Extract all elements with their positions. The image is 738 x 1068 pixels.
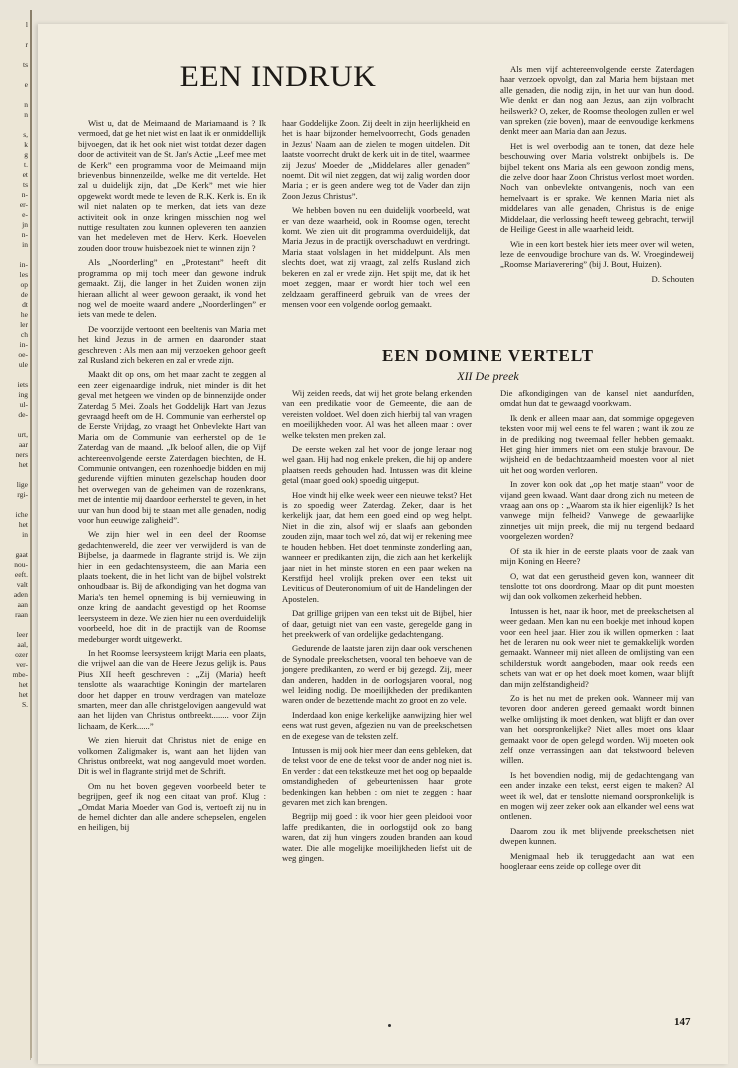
previous-page-fragment: ozer [15,650,28,659]
previous-page-fragment: gaat [15,550,28,559]
paragraph: We zijn hier wel in een deel der Roomse gedachtenwereld, die zeer ver verwijderd is van de Bijbelse, ja daarmede in flagrante strijd is. We zijn hier in een gedachtensysteem, die aan Maria een plaats toekent, die in het licht van de bijbel volstrekt onhoudbaar is. Bij de afkondiging van het dogma van Maria's ten hemel opneming is bij vernieuwing in onze kring de aandacht gevestigd op het Roomse leersysteem in deze. We zien hier nu een overduidelijk voorbeeld, hoe dit in de practijk van de Roomse medeburger wordt uitgewerkt. [78,529,266,644]
previous-page-fragment: n- [21,230,28,239]
article1-title: EEN INDRUK [179,60,377,93]
previous-page-fragment: g [24,150,28,159]
previous-page-edge [0,20,31,1060]
previous-page-fragment: aal, [17,640,28,649]
previous-page-fragment [0,540,30,550]
paragraph: Wie in een kort bestek hier iets meer over wil weten, leze de eenvoudige brochure van ds. W. Vroegindeweij „Roomse Mariaverering” (bij J. Bout, Huizen). [500,238,694,270]
previous-page-fragment [0,370,30,380]
paragraph: De eerste weken zal het voor de jonge leraar nog wel gaan. Hij had nog enkele preken, die hij op andere plaatsen reeds gehouden had. Intussen was dit kleine getal (maar goed ook) spoedig uitgeput. [282,444,472,486]
paragraph: Maakt dit op ons, om het maar zacht te zeggen al een zeer eigenaardige indruk, niet minder is dit het geval met hetgeen we vinden op de binnenzijde onder Zaterdag 5 Mei. Zoals het Goddelijk Hart van Jezus gevraagd heeft om de H. Communie van eerherstel op de Eerste Vrijdag, zo vraagt het Onbevlekte Hart van Maria om de Communie van eerherstel op de 1e Zaterdag van de maand. „Ik beloof allen, die op Vijf achtereenvolgende eerste Zaterdagen biechten, de H. Communie ontvangen, een rozenhoedje bidden en mij gedurende vijftien minuten gezelschap houden door het overwegen van de geheimen van de rozenkrans, met de intentie mij daardoor eerherstel te geven, in het uur van hun dood bij te staan met alle genaden, nodig voor hun eeuwige zaligheid”. [78,369,266,526]
previous-page-fragment: rgi- [17,490,28,499]
paragraph: Begrijp mij goed : ik voor hier geen pleidooi voor laffe predikanten, die in oorlogstijd ook zo bang waren, dat zij hun vingers zouden branden aan koud water. Die alle mogelijke moeilijkheden liefst uit de weg gingen. [282,811,472,864]
previous-page-fragment: e [24,80,28,89]
paragraph: Zo is het nu met de preken ook. Wanneer mij van tevoren door anderen gereed gemaakt wordt binnen welke omlijsting ik moet denken, wat blijft er dan over van het oorspronkelijke? Niet alles moet ons klaar gemaakt voor de open gelegd worden. Wij moeten ook zelf onze verrassingen aan dat tekstwoord beleven willen. [500,692,694,766]
binding-gutter [30,10,32,1058]
previous-page-fragment: t. [24,160,28,169]
article1-column-1 [78,118,266,837]
paragraph: Daarom zou ik met blijvende preekschetsen niet dwepen kunnen. [500,825,694,847]
previous-page-fragment: jn [22,220,28,229]
previous-page-fragment [0,470,30,480]
previous-page-fragment [0,50,30,60]
journal-page [38,24,728,1064]
previous-page-fragment: op [20,280,28,289]
previous-page-fragment: oe- [18,350,28,359]
previous-page-fragment: het [18,460,28,469]
paragraph: Of sta ik hier in de eerste plaats voor de zaak van mijn Koning en Heere? [500,545,694,567]
previous-page-fragment: het [18,680,28,689]
previous-page-fragment: n [24,110,28,119]
previous-page-fragment: dt [22,300,28,309]
article2-column-1 [282,388,472,867]
previous-page-fragment: in [22,530,28,539]
previous-page-fragment: het [18,690,28,699]
article2-title: EEN DOMINE VERTELT [381,346,594,365]
paragraph: Het is wel overbodig aan te tonen, dat deze hele beschouwing over Maria volstrekt onbijbels is. De bijbel tekent ons Maria als een gewoon zondig mens, die zelve door haar Zoon Christus verlost moet worden. Noch van onbevlekte ontvangenis, noch van een hemelvaart is er sprake. We kennen Maria niet als middelares van alle genaden, Christus is de enige Middelaar, die verlossing heeft teweeg gebracht, terwijl de Heilige Geest in alle waarheid leidt. [500,140,694,235]
paragraph: In het Roomse leersysteem krijgt Maria een plaats, die vrijwel aan die van de Heere Jezus gelijk is. Paus Pius XII heeft geschreven : „Zij (Maria) heeft tenslotte als waarachtige Koningin der martelaren door het dapper en trouw verdragen van mateloze smarten, meer dan alle christgelovigen aangevuld wat aan het lijden van Christus ontbreekt........ voor Zijn lichaam, de Kerk......” [78,647,266,731]
article2-column-2 [500,388,694,875]
previous-page-fragment [0,500,30,510]
previous-page-fragment: ver- [16,660,28,669]
previous-page-fragment: valt [16,580,28,589]
paragraph: Wij zeiden reeds, dat wij het grote belang erkenden van een predikatie voor de Gemeente, die aan de vereisten voldoet. Wel doen zich hierbij tal van vragen en moeilijkheden voor. Al was het alleen maar : over welke teksten men preken zal. [282,388,472,440]
paragraph: Die afkondigingen van de kansel niet aandurfden, omdat hun dat te gewaagd voorkwam. [500,388,694,409]
previous-page-fragment: ch [20,330,28,339]
previous-page-fragment: in- [19,340,28,349]
paragraph: De voorzijde vertoont een beeltenis van Maria met het kind Jezus in de armen en daaronder staat geschreven : Als men aan mij verzoeken gehoor geeft zal Rusland zich bekeren en zal er vrede zijn. [78,323,266,365]
previous-page-fragment: lige [16,480,28,489]
paragraph: Ik denk er alleen maar aan, dat sommige opgegeven teksten voor mij wel eens te fel waren ; want ik zou ze in de prediking nog tweemaal feller hebben gemaakt. Het ging hier immers niet om een stukje bravour. De wijsheid en de bedachtzaamheid moesten voor al niet uit het oog worden verloren. [500,412,694,475]
previous-page-fragment: de- [18,410,28,419]
paragraph: Dat grilligе grijpen van een tekst uit de Bijbel, hier of daar, getuigt niet van een vaste, geregelde gang in het preekwerk of van ordelijke gedachtengang. [282,608,472,639]
paragraph: O, wat dat een gerustheid geven kon, wanneer dit tenslotte tot ons doordrong. Maar op dit punt moesten wij dan ook volkomen zekerheid hebben. [500,570,694,602]
previous-page-fragment: nou- [14,560,28,569]
previous-page-fragment: S. [21,700,28,709]
author-signature: D. Schouten [651,273,694,284]
previous-page-fragment: mbe- [12,670,28,679]
previous-page-fragment: les [19,270,28,279]
previous-page-fragment: ler [20,320,28,329]
previous-page-fragment: in [22,240,28,249]
previous-page-fragment: de [20,290,28,299]
paragraph: Hoe vindt hij elke week weer een nieuwe tekst? Het is zo spoedig weer Zaterdag. Zeker, daar is het kerkelijk jaar, dat hem een goed eind op weg helpt. Niet in die zin, alsof wij er slaafs aan gebonden zouden zijn, maar toch wel zó, dat wij er rekening mee te houden hebben. Het doet tenminste zonderling aan, wanneer er predikanten zijn, die zich aan het kerkelijk jaar niet in het minste storen en een paar weken na Kerstfijd heel vrolijk preken over een tekst uit Leviticus of Deuteronomium of uit de Handelingen der Apostelen. [282,489,472,604]
paragraph: Als „Noorderling” en „Protestant” heeft dit programma op mij toch meer dan gewone indruk gemaakt. Zij, die langer in het Zuiden wonen zijn hieraan allicht al weer gewoon geraakt, ik vond het nog wel de moeite waard andere „Noorderlingen” er iets van mede te delen. [78,257,266,320]
previous-page-fragment: urt, [17,430,28,439]
previous-page-fragment: l [25,20,28,29]
article2-subtitle: XII De preek [457,369,519,383]
previous-page-fragment: het [18,520,28,529]
print-speck [388,1024,391,1027]
previous-page-fragment: n- [21,190,28,199]
paragraph: We hebben boven nu een duidelijk voorbeeld, wat er van deze waarheid, ook in Roomse ogen, terecht komt. We zien uit dit programma overduidelijk, dat Maria Jezus in de practijk overschaduwt en verdringt. Maria staat volslagen in het middelpunt. Als men slechts doet, wat zij vraagt, zal zelfs Rusland zich bekeren en zal er vrede zijn. Het spijt me, dat ik het moet zeggen, maar er wordt hier toch wel een zeldzaam geraffineerd gebruik van de vrees der mensen voor een volgende oorlog gemaakt. [282,205,470,309]
paragraph: Gedurende de laatste jaren zijn daar ook verschenen de Synodale preekschetsen, vooral ten behoeve van de jongere predikanten, zo werd er bij gezegd. Zij, meer dan anderen, hadden in de oorlogsjaren vooral, nog wel leiding nodig. De moeilijkheden der predikanten waren onder de bezettende macht zo groot en zo vele. [282,643,472,706]
previous-page-fragment: k [24,140,28,149]
previous-page-fragment: ners [15,450,28,459]
previous-page-fragment: ing [18,390,28,399]
previous-page-fragment: aan [17,600,28,609]
paragraph: In zover kon ook dat „op het matje staan” voor de vijand geen kwaad. Want daar drong zich nu meteen de vraag aan ons op : „Waarom sta ik hier eigenlijk? Is het vanwege mijn felheid? Vanwege de gewaarlijke zinnetjes uit mijn preek, die mij nu tergend bedaard voorgelezen worden? [500,479,694,542]
previous-page-fragment: n [24,100,28,109]
previous-page-fragment: iets [17,380,28,389]
previous-page-fragment: ule [18,360,28,369]
article1-column-3 [500,64,694,284]
previous-page-fragment: et [22,170,28,179]
previous-page-fragment: er- [19,200,28,209]
paragraph: We zien hieruit dat Christus niet de enige en volkomen Zaligmaker is, want aan het lijden van Christus ontbreekt, wat nog aangevuld moet worden. Dit is wel in flagrante strijd met de Schrift. [78,735,266,777]
previous-page-fragment: aar [18,440,28,449]
previous-page-fragment [0,620,30,630]
previous-page-fragment [0,120,30,130]
paragraph: Als men vijf achtereenvolgende eerste Zaterdagen haar verzoek opvolgt, dan zal Maria hem bijstaan met alle genaden, die nodig zijn, in het uur van hun dood. Wie denkt er dan nog aan Jezus, aan zijn volbracht heilswerk? O, zeker, de Roomse theologen zullen er wel van spreken (zie boven), maar de eenvoudige kerkmens denkt meer aan Maria dan aan Jezus. [500,64,694,137]
previous-page-fragment [0,30,30,40]
paragraph: Is het bovendien nodig, mij de gedachtengang van een ander inzake een tekst, eerst eigen te maken? Al weet ik wel, dat er tenslotte niemand oorspronkelijk is en mogen wij zeer zeker ook aan elkander wel eens wat ontlenen. [500,769,694,822]
previous-page-fragment: ts [22,60,28,69]
article1-column-2 [282,118,470,313]
previous-page-fragment [0,70,30,80]
previous-page-fragment: eeft. [14,570,28,579]
paragraph: Menigmaal heb ik teruggedacht aan wat een hoogleraar eens zeide op college over dit [500,850,694,872]
previous-page-fragment: e- [22,210,28,219]
previous-page-fragment: aden [13,590,28,599]
previous-page-fragment: r [25,40,28,49]
paragraph: Intussen is mij ook hier meer dan eens gebleken, dat de tekst voor de ene de tekst voor de ander nog niet is. En verder : dat een tekstkeuze met het oog op bepaalde omstandigheden of gebeurtenissen haar grote bedenkingen kan hebben : om niet te zeggen : haar gevaren met zich kan brengen. [282,745,472,808]
paragraph: Inderdaad kon enige kerkelijke aanwijzing hier wel eens wat rust geven, afgezien nu van de preekschetsen en de exegese van de teksten zelf. [282,709,472,741]
previous-page-fragment: iche [15,510,28,519]
previous-page-fragment: ts [22,180,28,189]
previous-page-fragment [0,250,30,260]
previous-page-fragment [0,420,30,430]
page-number: 147 [674,1016,691,1028]
previous-page-fragment: he [20,310,28,319]
previous-page-fragment [0,90,30,100]
previous-page-fragment: s, [23,130,28,139]
paragraph: haar Goddelijke Zoon. Zij deelt in zijn heerlijkheid en het is haar bijzonder hemelvoorrecht, Gods genaden in Jezus' Naam aan de zielen te mogen uitdelen. Dit laatste voorrecht drukt de kerk uit in de titel, waarmee zij Jezus' Moeder de „Middelares aller genaden” noemt. Dit wil niet zeggen, dat wij zalig worden door Maria ; er is geen andere weg tot de Vader dan zijn Zoon Jezus Christus”. [282,118,470,201]
paragraph: Om nu het boven gegeven voorbeeld beter te begrijpen, geef ik nog een citaat van prof. Klug : „Omdat Maria Moeder van God is, vertoeft zij nu in de hemel dichter dan alle andere schepselen, engelen en heiligen, bij [78,780,266,833]
previous-page-fragment: in- [19,260,28,269]
previous-page-fragment: leer [16,630,28,639]
previous-page-fragment: raan [15,610,28,619]
paragraph: Wist u, dat de Meimaand de Mariamaand is ? Ik vermoed, dat ge het niet wist en laat ik er onmiddellijk bijvoegen, dat ik het ook niet wist totdat dezer dagen door de activiteit van de St. Jan's Actie „Leef mee met de Kerk” een programma voor de Meimaand mijn brievenbus binnenzeilde, welke me dit vertelde. Het zal u duidelijk zijn, dat „De Kerk” met wie hier opgewekt wordt mede te leven de R.K. Kerk is. En ik wil niet nalaten op te merken, dat iets van deze activiteit ook in onze kringen misschien nog wel nuttige resultaten zou kunnen opleveren ten aanzien van het medeleven met de Herv. Kerk. Hoevelen zouden door trouw huisbezoek niet te winnen zijn ? [78,118,266,253]
previous-page-fragment: ul- [19,400,28,409]
paragraph: Intussen is het, naar ik hoor, met de preekschetsen al weer gedaan. Men kan nu een boekje met inhoud kopen voor een heel jaar. Hier zou ik willen opmerken : laat het de leraren nu ook weer niet te gemakkelijk worden gemaakt. Wanneer mij niet alleen de omlijsting van een schilderstuk wordt aangeboden, maar ook reeds een schets van wat er op het doek moet komen, waar blijft dan mijn zelfstandigheid? [500,605,694,689]
